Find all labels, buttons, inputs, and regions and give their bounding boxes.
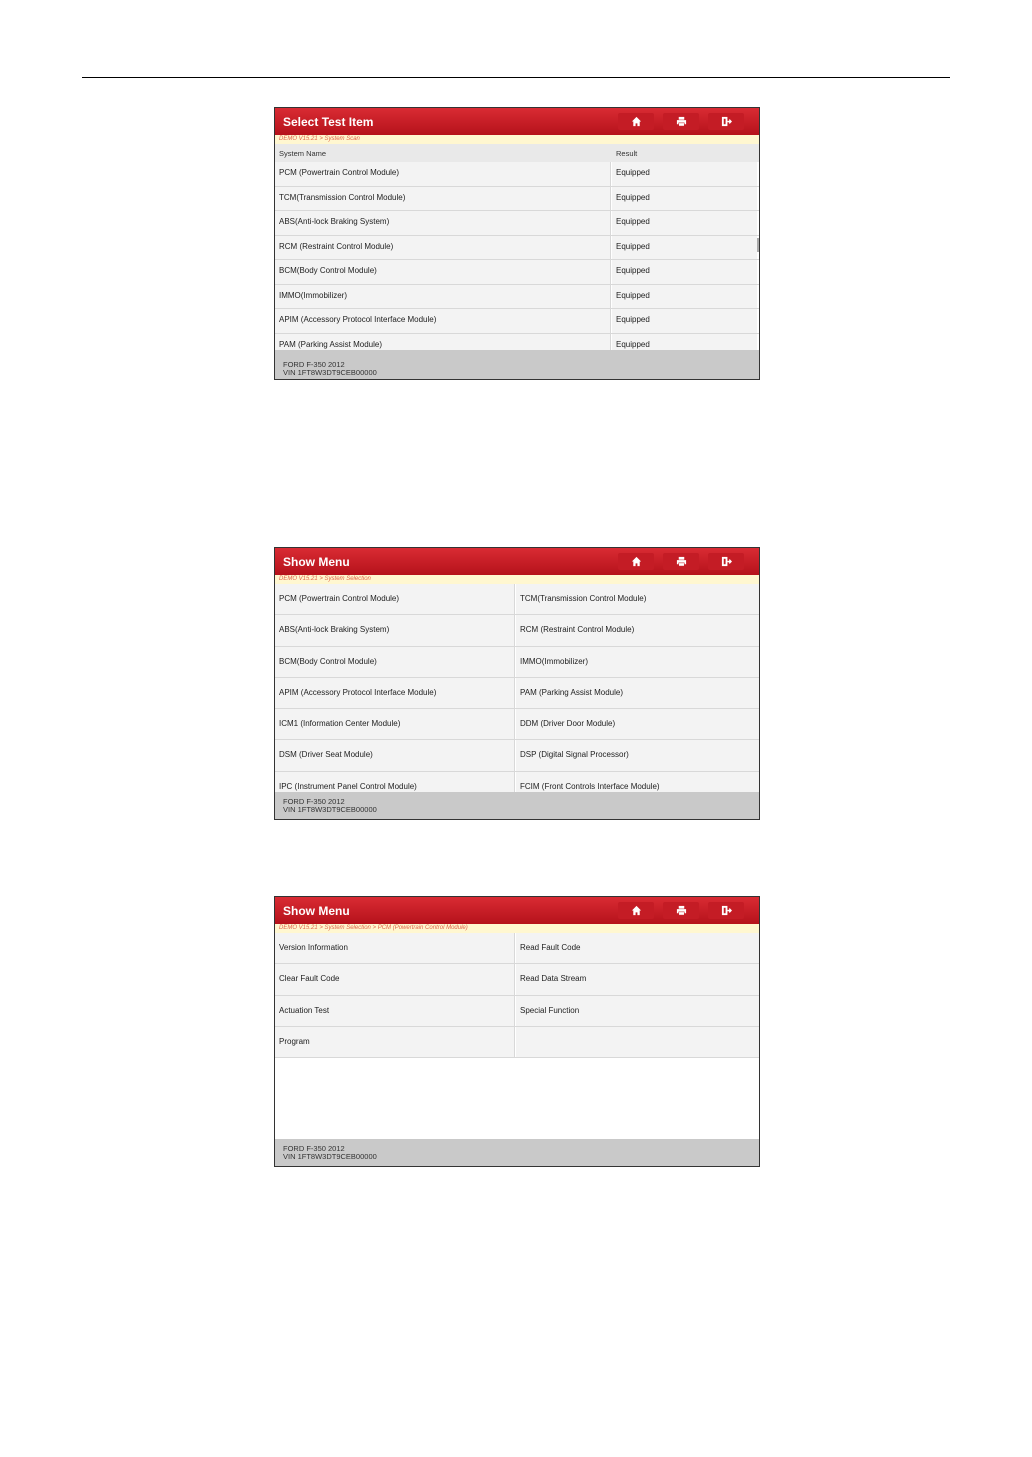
vin-number: VIN 1FT8W3DT9CEB00000 — [283, 805, 377, 814]
system-name-cell: ABS(Anti-lock Braking System) — [275, 211, 611, 235]
exit-icon — [721, 905, 732, 916]
print-button[interactable] — [663, 902, 699, 919]
result-cell: Equipped — [612, 187, 757, 211]
result-cell: Equipped — [612, 285, 757, 309]
screen-title: Show Menu — [283, 555, 350, 569]
system-name-cell: APIM (Accessory Protocol Interface Module) — [275, 309, 611, 333]
menu-item[interactable]: DSM (Driver Seat Module) — [275, 740, 515, 770]
function-menu-grid — [275, 933, 759, 1058]
title-bar — [275, 548, 759, 575]
menu-item[interactable]: ICM1 (Information Center Module) — [275, 709, 515, 739]
menu-row — [275, 584, 759, 615]
menu-row — [275, 996, 759, 1027]
home-icon — [631, 116, 642, 127]
special-function-item[interactable]: Special Function — [516, 996, 759, 1026]
menu-row — [275, 1027, 759, 1058]
table-row[interactable] — [275, 211, 759, 236]
table-row[interactable] — [275, 260, 759, 285]
breadcrumb: DEMO V15.21 > System Scan — [275, 135, 759, 144]
home-icon — [631, 556, 642, 567]
menu-item[interactable]: DDM (Driver Door Module) — [516, 709, 759, 739]
exit-button[interactable] — [708, 902, 744, 919]
result-cell: Equipped — [612, 162, 757, 186]
menu-item[interactable]: RCM (Restraint Control Module) — [516, 615, 759, 645]
system-selection-screen — [274, 547, 760, 820]
clear-fault-code-item[interactable]: Clear Fault Code — [275, 964, 515, 994]
scrollbar[interactable] — [757, 238, 759, 252]
result-cell: Equipped — [612, 236, 757, 260]
home-button[interactable] — [618, 113, 654, 130]
menu-row — [275, 709, 759, 740]
vehicle-model: FORD F-350 2012 — [283, 360, 345, 369]
vehicle-info-footer — [275, 792, 759, 819]
system-name-cell: IMMO(Immobilizer) — [275, 285, 611, 309]
system-name-cell: RCM (Restraint Control Module) — [275, 236, 611, 260]
vin-number: VIN 1FT8W3DT9CEB00000 — [283, 1152, 377, 1161]
program-item[interactable]: Program — [275, 1027, 515, 1057]
system-name-cell: PAM (Parking Assist Module) — [275, 334, 611, 358]
read-data-stream-item[interactable]: Read Data Stream — [516, 964, 759, 994]
vehicle-model: FORD F-350 2012 — [283, 1144, 345, 1153]
table-row[interactable] — [275, 309, 759, 334]
menu-row — [275, 678, 759, 709]
menu-row — [275, 740, 759, 771]
menu-item[interactable]: BCM(Body Control Module) — [275, 647, 515, 677]
exit-button[interactable] — [708, 113, 744, 130]
menu-item[interactable]: FCIM (Front Controls Interface Module) — [516, 772, 759, 802]
system-name-cell: BCM(Body Control Module) — [275, 260, 611, 284]
menu-row — [275, 933, 759, 964]
table-header — [275, 144, 759, 162]
print-button[interactable] — [663, 113, 699, 130]
home-icon — [631, 905, 642, 916]
page-header-rule — [82, 77, 950, 78]
menu-item[interactable]: IPC (Instrument Panel Control Module) — [275, 772, 515, 802]
column-header-system-name: System Name — [279, 149, 327, 158]
result-cell: Equipped — [612, 309, 757, 333]
printer-icon — [676, 116, 687, 127]
table-row[interactable] — [275, 285, 759, 310]
menu-item[interactable]: TCM(Transmission Control Module) — [516, 584, 759, 614]
breadcrumb: DEMO V15.21 > System Selection > PCM (Powertrain Control Module) — [275, 924, 759, 933]
exit-button[interactable] — [708, 553, 744, 570]
table-row[interactable] — [275, 162, 759, 187]
home-button[interactable] — [618, 553, 654, 570]
menu-item[interactable]: PAM (Parking Assist Module) — [516, 678, 759, 708]
function-menu-screen — [274, 896, 760, 1167]
screen-title: Show Menu — [283, 904, 350, 918]
column-header-result: Result — [616, 149, 638, 158]
system-table — [275, 162, 759, 358]
vehicle-info-footer — [275, 1139, 759, 1166]
actuation-test-item[interactable]: Actuation Test — [275, 996, 515, 1026]
system-name-cell: TCM(Transmission Control Module) — [275, 187, 611, 211]
menu-item[interactable]: PCM (Powertrain Control Module) — [275, 584, 515, 614]
menu-row — [275, 647, 759, 678]
vehicle-model: FORD F-350 2012 — [283, 797, 345, 806]
version-information-item[interactable]: Version Information — [275, 933, 515, 963]
result-cell: Equipped — [612, 211, 757, 235]
breadcrumb: DEMO V15.21 > System Selection — [275, 575, 759, 584]
vin-number: VIN 1FT8W3DT9CEB00000 — [283, 368, 377, 377]
exit-icon — [721, 116, 732, 127]
result-cell: Equipped — [612, 334, 757, 358]
home-button[interactable] — [618, 902, 654, 919]
read-fault-code-item[interactable]: Read Fault Code — [516, 933, 759, 963]
menu-item[interactable]: IMMO(Immobilizer) — [516, 647, 759, 677]
menu-item[interactable]: DSP (Digital Signal Processor) — [516, 740, 759, 770]
menu-item[interactable]: ABS(Anti-lock Braking System) — [275, 615, 515, 645]
screen-title: Select Test Item — [283, 115, 374, 129]
title-bar — [275, 897, 759, 924]
table-row[interactable] — [275, 236, 759, 261]
menu-row — [275, 615, 759, 646]
print-button[interactable] — [663, 553, 699, 570]
printer-icon — [676, 905, 687, 916]
menu-item[interactable]: APIM (Accessory Protocol Interface Module) — [275, 678, 515, 708]
system-name-cell: PCM (Powertrain Control Module) — [275, 162, 611, 186]
title-bar — [275, 108, 759, 135]
printer-icon — [676, 556, 687, 567]
exit-icon — [721, 556, 732, 567]
vehicle-info-footer — [275, 350, 759, 379]
empty-menu-cell — [516, 1027, 759, 1057]
table-row[interactable] — [275, 187, 759, 212]
select-test-item-screen — [274, 107, 760, 380]
system-menu-grid — [275, 584, 759, 803]
result-cell: Equipped — [612, 260, 757, 284]
menu-row — [275, 964, 759, 995]
